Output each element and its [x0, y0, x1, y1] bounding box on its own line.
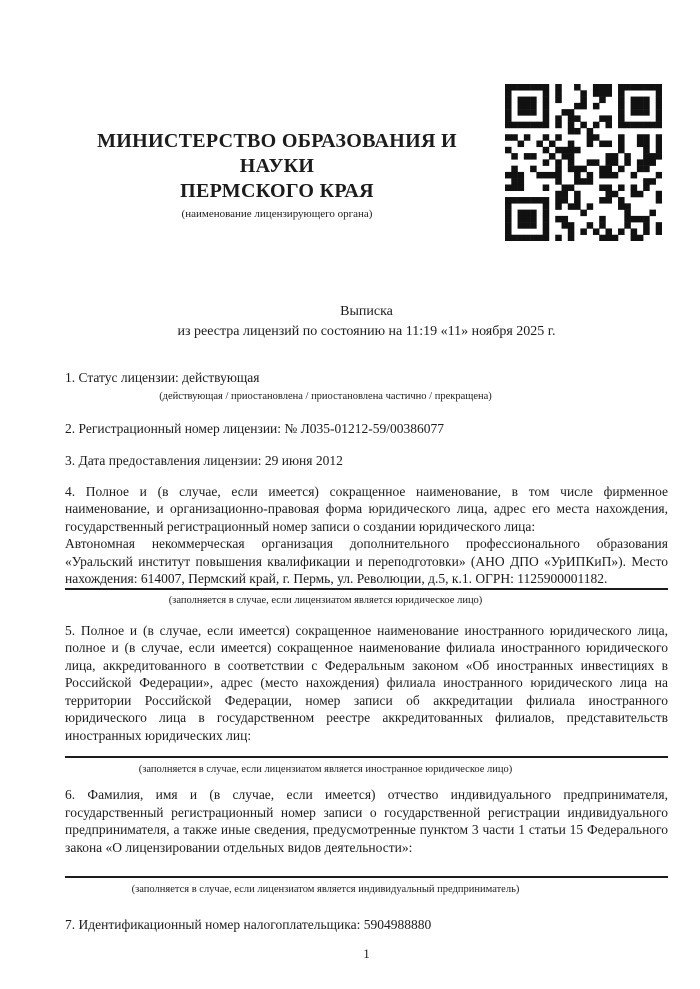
legal-entity-divider	[65, 588, 668, 590]
legal-entity-label: 4. Полное и (в случае, если имеется) сокращенное наименование, в том числе фирменное наименование, и организационно-правовая форма юридического лица, адрес его места нахождения, государственный регистрационный номер записи о создании юридического лица:	[65, 483, 668, 534]
ministry-caption: (наименование лицензирующего органа)	[181, 208, 373, 220]
individual-entrepreneur-hint: (заполняется в случае, если лицензиатом является индивидуальный предприниматель)	[131, 884, 520, 895]
legal-entity-hint: (заполняется в случае, если лицензиатом является юридическое лицо)	[168, 594, 483, 606]
individual-entrepreneur-divider	[65, 876, 668, 878]
document-body	[65, 0, 668, 962]
document-title	[65, 302, 668, 342]
license-status-hint: (действующая / приостановлена / приостановлена частично / прекращена)	[159, 390, 492, 402]
license-status: 1. Статус лицензии: действующая	[65, 370, 260, 385]
taxpayer-id: 7. Идентификационный номер налогоплательщика: 5904988880	[65, 917, 432, 932]
foreign-entity-label: 5. Полное и (в случае, если имеется) сокращенное наименование иностранного юридического лица, полное и (в случае, если имеется) сокращенное наименование филиала иностранного юридического лица, аккредитованного в соответствии с Федеральным законом «Об иностранных инвестициях в Российской Федерации», адрес (место нахождения) филиала иностранного юридического лица на территории Российской Федерации, номер записи об аккредитации филиала иностранного юридического лица в государственном реестре аккредитованных филиалов, представительств иностранных юридических лиц:	[65, 622, 668, 743]
legal-entity-value: Автономная некоммерческая организация дополнительного профессионального образования «Уральский институт повышения квалификации и переподготовки» (АНО ДПО «УрИПКиП»). Место нахождения: 614007, Пермский край, г. Пермь, ул. Революции, д.5, к.1. ОГРН: 1125900001182.	[65, 536, 668, 586]
ministry-name-line1: МИНИСТЕРСТВО ОБРАЗОВАНИЯ И НАУКИ	[97, 130, 457, 177]
individual-entrepreneur-label: 6. Фамилия, имя и (в случае, если имеется) отчество индивидуального предпринимателя, государственный регистрационный номер записи о государственной регистрации индивидуального предпринимателя, а также иные сведения, предусмотренные пунктом 3 части 1 статьи 15 Федерального закона «О лицензировании отдельных видов деятельности»:	[65, 787, 668, 855]
document-title-line2: из реестра лицензий по состоянию на 11:19 «11» ноября 2025 г.	[177, 324, 556, 339]
page-number: 1	[363, 945, 370, 961]
foreign-entity-hint: (заполняется в случае, если лицензиатом является иностранное юридическое лицо)	[138, 764, 513, 775]
ministry-name-line2: ПЕРМСКОГО КРАЯ	[180, 180, 374, 202]
license-registration-number: 2. Регистрационный номер лицензии: № Л035-01212-59/00386077	[65, 420, 445, 436]
foreign-entity-divider	[65, 756, 668, 758]
license-grant-date: 3. Дата предоставления лицензии: 29 июня 2012	[65, 453, 343, 468]
document-title-line1: Выписка	[340, 304, 393, 319]
